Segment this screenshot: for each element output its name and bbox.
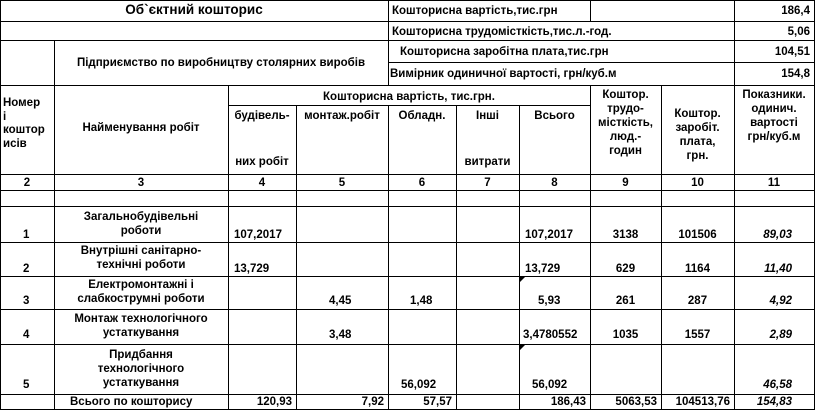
header-equipment: Обладн. bbox=[398, 110, 446, 122]
work-name: устаткування bbox=[102, 377, 180, 389]
grid-line bbox=[0, 409, 815, 410]
work-name: устаткування bbox=[102, 327, 180, 339]
enterprise-name: Підприємство по виробництву столярних виробів bbox=[76, 57, 366, 69]
summary-label: Вимірник одиничної вартості, грн/куб.м bbox=[390, 68, 617, 80]
totals-total: 186,43 bbox=[550, 396, 586, 408]
header-construction: будівель- bbox=[234, 110, 290, 122]
labor-hours: 1035 bbox=[612, 329, 639, 341]
header-wage: грн. bbox=[686, 150, 709, 162]
totals-installation: 7,92 bbox=[361, 396, 384, 408]
header-total: Всього bbox=[534, 110, 575, 122]
total-cost: 107,2017 bbox=[525, 229, 573, 241]
total-cost: 5,93 bbox=[538, 295, 561, 307]
grid-line bbox=[296, 105, 297, 410]
work-name: Монтаж технологічного bbox=[74, 313, 208, 325]
header-name: Найменування робіт bbox=[82, 122, 200, 134]
grid-line bbox=[0, 309, 815, 310]
grid-line bbox=[0, 40, 815, 41]
grid-line bbox=[0, 174, 815, 175]
labor-hours: 261 bbox=[615, 295, 636, 307]
summary-label: Кошторисна трудомісткість,тис.л.-год. bbox=[392, 26, 612, 38]
unit-cost: 11,40 bbox=[764, 263, 792, 275]
grid-line bbox=[388, 62, 815, 63]
column-number: 9 bbox=[622, 177, 629, 189]
header-installation: монтаж.робіт bbox=[304, 110, 380, 122]
unit-cost: 89,03 bbox=[763, 229, 792, 241]
unit-cost: 4,92 bbox=[769, 295, 792, 307]
wage-amount: 101506 bbox=[678, 229, 717, 241]
totals-wage: 104513,76 bbox=[675, 396, 730, 408]
labor-hours: 629 bbox=[615, 263, 636, 275]
construction-cost: 13,729 bbox=[234, 263, 270, 275]
header-wage: плата, bbox=[679, 136, 716, 148]
grid-line bbox=[0, 21, 815, 22]
row-number: 4 bbox=[23, 329, 30, 341]
column-number: 7 bbox=[484, 177, 491, 189]
construction-cost: 107,2017 bbox=[234, 229, 282, 241]
header-construction: них робіт bbox=[235, 156, 289, 168]
estimate-title: Об`єктний кошторис bbox=[125, 2, 263, 17]
totals-construction: 120,93 bbox=[256, 396, 292, 408]
work-name: Внутрішні санітарно- bbox=[80, 245, 202, 257]
unit-cost: 46,58 bbox=[763, 379, 792, 391]
equipment-cost: 1,48 bbox=[410, 295, 433, 307]
totals-unit-cost: 154,83 bbox=[756, 396, 792, 408]
row-number: 3 bbox=[23, 295, 30, 307]
grid-line bbox=[0, 0, 815, 1]
grid-line bbox=[519, 105, 520, 410]
column-number: 2 bbox=[23, 177, 31, 189]
grid-line bbox=[456, 105, 457, 410]
header-unit-cost: одинич. bbox=[751, 103, 797, 115]
wage-amount: 287 bbox=[687, 295, 708, 307]
cell-comment-marker bbox=[520, 277, 525, 282]
column-number: 6 bbox=[418, 177, 426, 189]
column-number: 10 bbox=[691, 177, 704, 189]
equipment-cost: 56,092 bbox=[401, 379, 437, 391]
column-number: 4 bbox=[258, 177, 266, 189]
header-cost-group: Кошторисна вартість, тис.грн. bbox=[323, 91, 495, 103]
totals-equipment: 57,57 bbox=[423, 396, 452, 408]
wage-amount: 1557 bbox=[684, 329, 711, 341]
cell-comment-marker bbox=[520, 345, 525, 350]
header-labor: люд.- bbox=[609, 131, 642, 143]
total-cost: 3,4780552 bbox=[523, 329, 578, 341]
installation-cost: 4,45 bbox=[329, 295, 352, 307]
grid-line bbox=[734, 0, 735, 410]
row-number: 5 bbox=[23, 379, 30, 391]
summary-label: Кошторисна вартість,тис.грн bbox=[392, 5, 558, 17]
header-labor: місткість, bbox=[598, 117, 653, 129]
work-name: роботи bbox=[120, 225, 162, 237]
totals-labor: 5063,53 bbox=[615, 396, 657, 408]
grid-line bbox=[228, 105, 590, 106]
grid-line bbox=[0, 206, 815, 207]
header-other: Інші bbox=[476, 110, 499, 122]
header-labor: годин bbox=[609, 145, 642, 157]
work-name: технічні роботи bbox=[96, 259, 186, 271]
grid-line bbox=[388, 105, 389, 410]
grid-line bbox=[0, 242, 815, 243]
grid-line bbox=[0, 0, 1, 410]
header-number: коштор bbox=[3, 124, 45, 136]
summary-value: 154,8 bbox=[781, 68, 810, 80]
wage-amount: 1164 bbox=[685, 263, 710, 275]
work-name: слабкострумні роботи bbox=[77, 293, 205, 305]
header-unit-cost: Показники. bbox=[742, 89, 806, 101]
total-cost: 56,092 bbox=[532, 379, 568, 391]
header-number: і bbox=[3, 111, 7, 123]
grid-line bbox=[0, 85, 815, 86]
work-name: Придбання bbox=[109, 349, 173, 361]
unit-cost: 2,89 bbox=[769, 329, 792, 341]
row-number: 1 bbox=[23, 229, 30, 241]
grid-line bbox=[0, 276, 815, 277]
header-labor: трудо- bbox=[607, 103, 644, 115]
grid-line bbox=[0, 344, 815, 345]
summary-value: 5,06 bbox=[787, 26, 810, 38]
header-other: витрати bbox=[464, 156, 511, 168]
header-unit-cost: грн/куб.м bbox=[747, 131, 801, 143]
grid-line bbox=[0, 190, 815, 191]
installation-cost: 3,48 bbox=[329, 329, 352, 341]
column-number: 8 bbox=[551, 177, 558, 189]
header-wage: Коштор. bbox=[674, 108, 721, 120]
header-number: исів bbox=[3, 138, 27, 150]
summary-label: Кошторисна заробітна плата,тис.грн bbox=[400, 46, 609, 58]
column-number: 11 bbox=[767, 177, 781, 189]
summary-value: 104,51 bbox=[774, 46, 810, 58]
work-name: Загальнобудівельні bbox=[83, 211, 199, 223]
work-name: технологічного bbox=[97, 363, 185, 375]
labor-hours: 3138 bbox=[612, 229, 639, 241]
row-number: 2 bbox=[23, 263, 30, 275]
grid-line bbox=[590, 0, 591, 22]
column-number: 5 bbox=[338, 177, 346, 189]
header-wage: заробіт. bbox=[675, 122, 720, 134]
totals-label: Всього по кошторису bbox=[70, 396, 193, 408]
header-unit-cost: вартості bbox=[750, 117, 798, 129]
grid-line bbox=[228, 85, 229, 410]
grid-line bbox=[388, 0, 389, 85]
summary-value: 186,4 bbox=[781, 5, 810, 17]
header-labor: Коштор. bbox=[602, 89, 649, 101]
work-name: Електромонтажні і bbox=[88, 279, 194, 291]
header-number: Номер bbox=[3, 97, 41, 109]
total-cost: 13,729 bbox=[525, 263, 561, 275]
column-number: 3 bbox=[137, 177, 145, 189]
